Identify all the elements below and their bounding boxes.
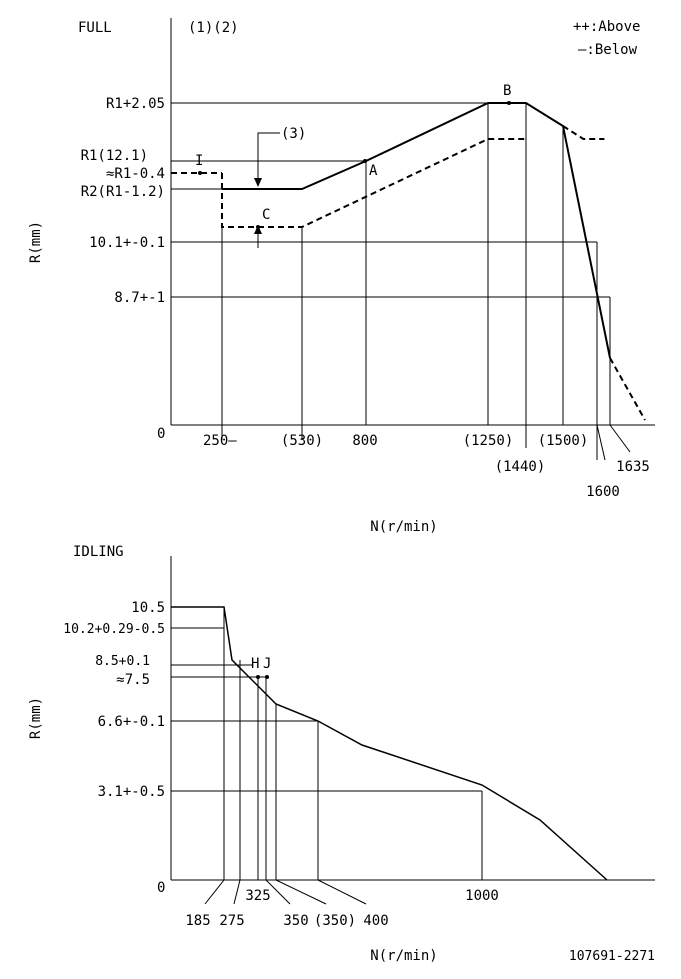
legend-below: —:Below xyxy=(578,42,638,58)
leader-3 xyxy=(258,133,280,184)
idling-x-tick-350: 350 xyxy=(283,913,309,929)
idling-x-tick-400: 400 xyxy=(363,913,389,929)
arrow-3-down xyxy=(254,178,262,187)
leader-400 xyxy=(318,880,366,904)
label-h: H xyxy=(251,656,260,672)
full-y-tick-6: 8.7+-1 xyxy=(114,290,165,306)
full-y-axis-label: R(mm) xyxy=(28,220,44,264)
label-a: A xyxy=(369,163,378,179)
full-x-tick-530: (530) xyxy=(280,433,324,449)
full-x-tick-250: 250— xyxy=(203,433,237,449)
full-series-3-line xyxy=(563,126,604,139)
marker-a xyxy=(363,159,367,163)
idling-chart-title: IDLING xyxy=(73,544,124,560)
full-x-tick-1440: (1440) xyxy=(494,459,546,475)
full-chart-subtitle: (1)(2) xyxy=(188,20,239,36)
full-y-tick-4: R2(R1-1.2) xyxy=(80,184,165,200)
marker-j xyxy=(265,675,269,679)
label-i: I xyxy=(195,153,204,169)
full-series-group xyxy=(222,103,645,420)
idling-y-tick-2: 10.2+0.29-0.5 xyxy=(63,622,165,637)
idling-series-1-line xyxy=(171,607,607,880)
marker-b xyxy=(507,101,511,105)
idling-x-tick-1000: 1000 xyxy=(465,888,499,904)
label-c: C xyxy=(262,207,271,223)
label-3: (3) xyxy=(281,126,307,142)
idling-y-tick-3: 8.5+0.1 xyxy=(95,654,150,669)
leader-1635 xyxy=(610,425,630,452)
full-x-axis-label: N(r/min) xyxy=(370,519,438,535)
full-chart-title: FULL xyxy=(78,20,112,36)
idling-y-axis-label: R(mm) xyxy=(28,696,44,740)
full-y-tick-5: 10.1+-0.1 xyxy=(89,235,165,251)
idling-x-axis-label: N(r/min) xyxy=(370,948,438,964)
full-y-tick-2: R1(12.1) xyxy=(80,148,148,164)
idling-y-tick-1: 10.5 xyxy=(131,600,165,616)
full-chart xyxy=(28,18,655,535)
idling-x-tick-350b: (350) xyxy=(313,913,357,929)
idling-chart xyxy=(28,544,655,964)
leader-185 xyxy=(205,880,224,904)
full-y-tick-3: ≈R1-0.4 xyxy=(105,166,165,182)
idling-y-tick-5: 6.6+-0.1 xyxy=(97,714,165,730)
idling-x-tick-275: 275 xyxy=(219,913,245,929)
full-origin: 0 xyxy=(157,426,166,442)
leader-1600 xyxy=(597,425,605,460)
label-b: B xyxy=(503,83,512,99)
idling-origin: 0 xyxy=(157,880,166,896)
idling-x-tick-185: 185 xyxy=(185,913,211,929)
full-series-4-line xyxy=(610,358,645,420)
full-x-tick-1635: 1635 xyxy=(616,459,650,475)
full-x-tick-1500: (1500) xyxy=(537,433,589,449)
legend-above: ++:Above xyxy=(573,19,641,35)
full-x-tick-1250: (1250) xyxy=(462,433,514,449)
leader-350b xyxy=(276,880,326,904)
leader-275 xyxy=(234,880,240,904)
full-y-tick-1: R1+2.05 xyxy=(105,96,165,112)
drawing-code: 107691-2271 xyxy=(568,949,655,964)
label-j: J xyxy=(263,656,272,672)
idling-series-group xyxy=(171,607,607,880)
marker-i xyxy=(198,171,202,175)
full-x-tick-800: 800 xyxy=(352,433,378,449)
idling-y-tick-4: ≈7.5 xyxy=(116,672,150,688)
marker-h xyxy=(256,675,260,679)
full-x-tick-1600: 1600 xyxy=(586,484,620,500)
idling-x-tick-325: 325 xyxy=(245,888,271,904)
idling-y-tick-6: 3.1+-0.5 xyxy=(97,784,165,800)
